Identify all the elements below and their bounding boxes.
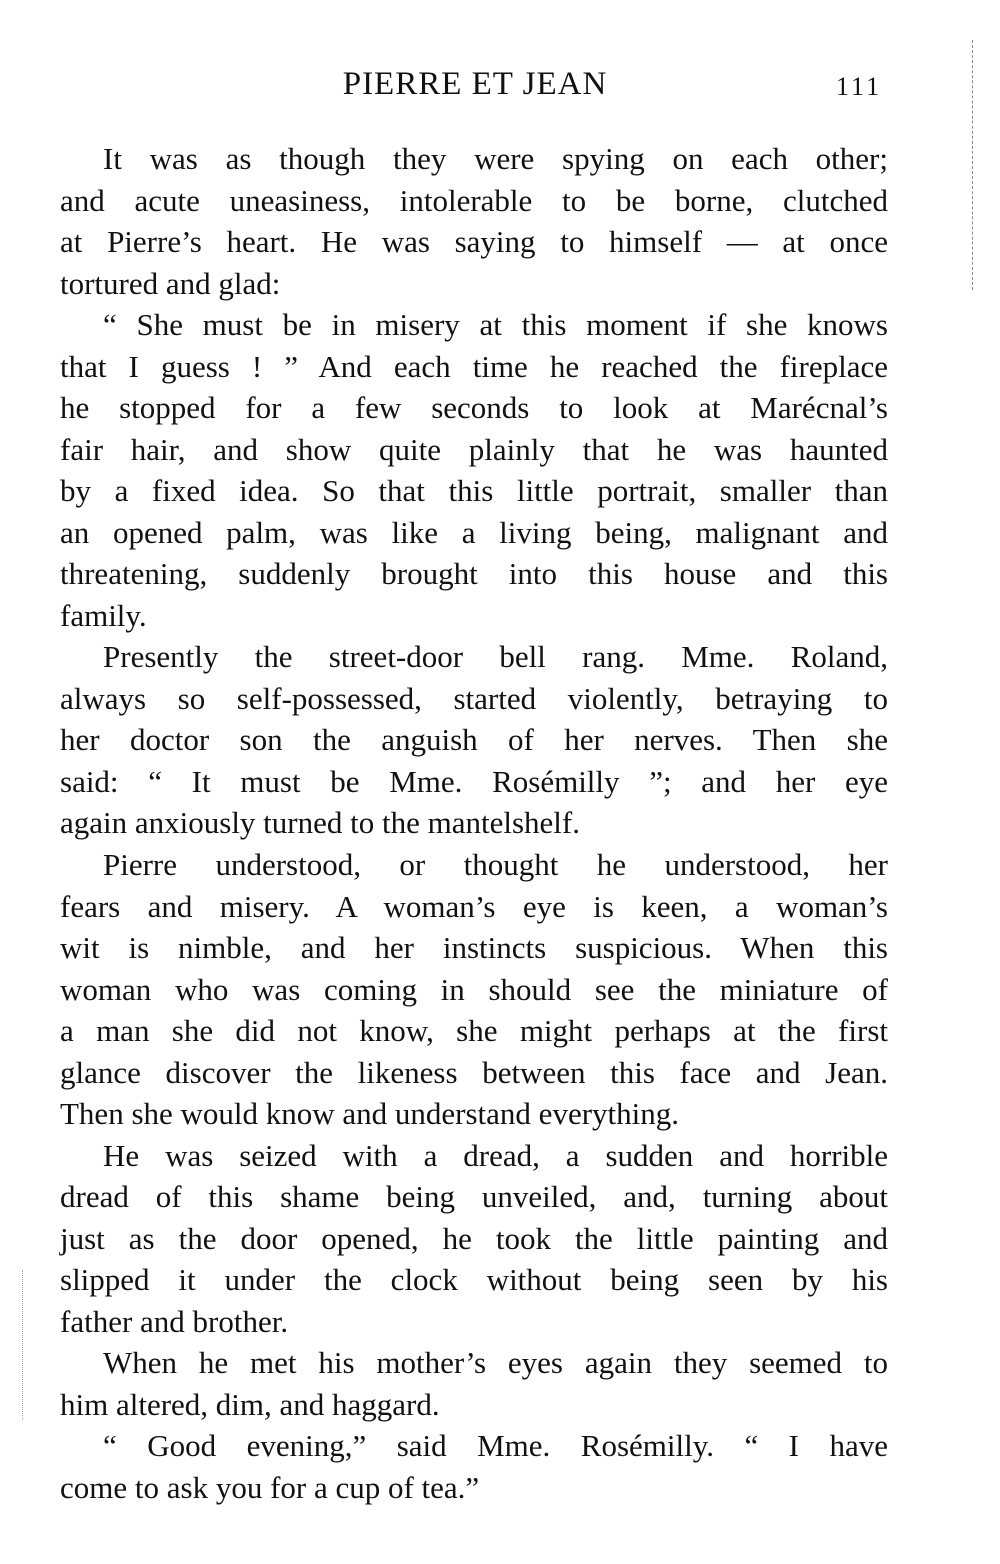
text-line: come to ask you for a cup of tea.” <box>60 1469 480 1505</box>
text-line: threatening, suddenly brought into this house and this <box>60 556 888 592</box>
text-line: just as the door opened, he took the little painting and <box>60 1220 888 1256</box>
text-line: he stopped for a few seconds to look at Marécnal’s <box>60 390 888 426</box>
text-line: father and brother. <box>60 1303 289 1339</box>
text-line: wit is nimble, and her instincts suspicious. When this <box>60 930 888 966</box>
text-line: at Pierre’s heart. He was saying to himself — at once <box>60 224 888 260</box>
scan-edge <box>972 40 974 290</box>
page-number: 111 <box>836 72 883 101</box>
text-line: Then she would know and understand everything. <box>60 1096 680 1132</box>
text-line: again anxiously turned to the mantelshelf. <box>60 805 580 841</box>
text-line: Presently the street-door bell rang. Mme. Roland, <box>103 639 888 675</box>
text-line: slipped it under the clock without being seen by his <box>60 1262 888 1298</box>
text-line: woman who was coming in should see the miniature of <box>60 971 888 1007</box>
text-line: Pierre understood, or thought he understood, her <box>103 847 888 882</box>
text-line: by a fixed idea. So that this little portrait, smaller than <box>60 473 888 509</box>
text-line: When he met his mother’s eyes again they seemed to <box>103 1345 888 1381</box>
page-title: PIERRE ET JEAN <box>342 66 608 102</box>
text-line: fair hair, and show quite plainly that he was haunted <box>60 431 888 467</box>
text-line: that I guess ! ” And each time he reached the fireplace <box>60 348 888 384</box>
text-line: fears and misery. A woman’s eye is keen, a woman’s <box>60 888 888 924</box>
text-line: “ Good evening,” said Mme. Rosémilly. “ I have <box>103 1428 888 1464</box>
text-line: said: “ It must be Mme. Rosémilly ”; and her eye <box>60 763 888 799</box>
text-line: He was seized with a dread, a sudden and horrible <box>103 1137 888 1173</box>
text-line: family. <box>60 597 147 633</box>
text-line: and acute uneasiness, intolerable to be borne, clutched <box>60 182 888 218</box>
text-line: him altered, dim, and haggard. <box>60 1386 440 1422</box>
text-line: It was as though they were spying on each other; <box>103 141 888 176</box>
scan-edge <box>22 1270 24 1420</box>
text-line: “ She must be in misery at this moment if she knows <box>103 307 888 343</box>
text-line: glance discover the likeness between this face and Jean. <box>60 1054 888 1090</box>
text-line: an opened palm, was like a living being, malignant and <box>60 514 888 550</box>
text-line: dread of this shame being unveiled, and, turning about <box>60 1179 888 1215</box>
text-line: always so self-possessed, started violently, betraying to <box>60 680 888 716</box>
text-line: her doctor son the anguish of her nerves. Then she <box>60 722 888 758</box>
text-line: tortured and glad: <box>60 265 281 301</box>
text-line: a man she did not know, she might perhaps at the first <box>60 1013 888 1049</box>
